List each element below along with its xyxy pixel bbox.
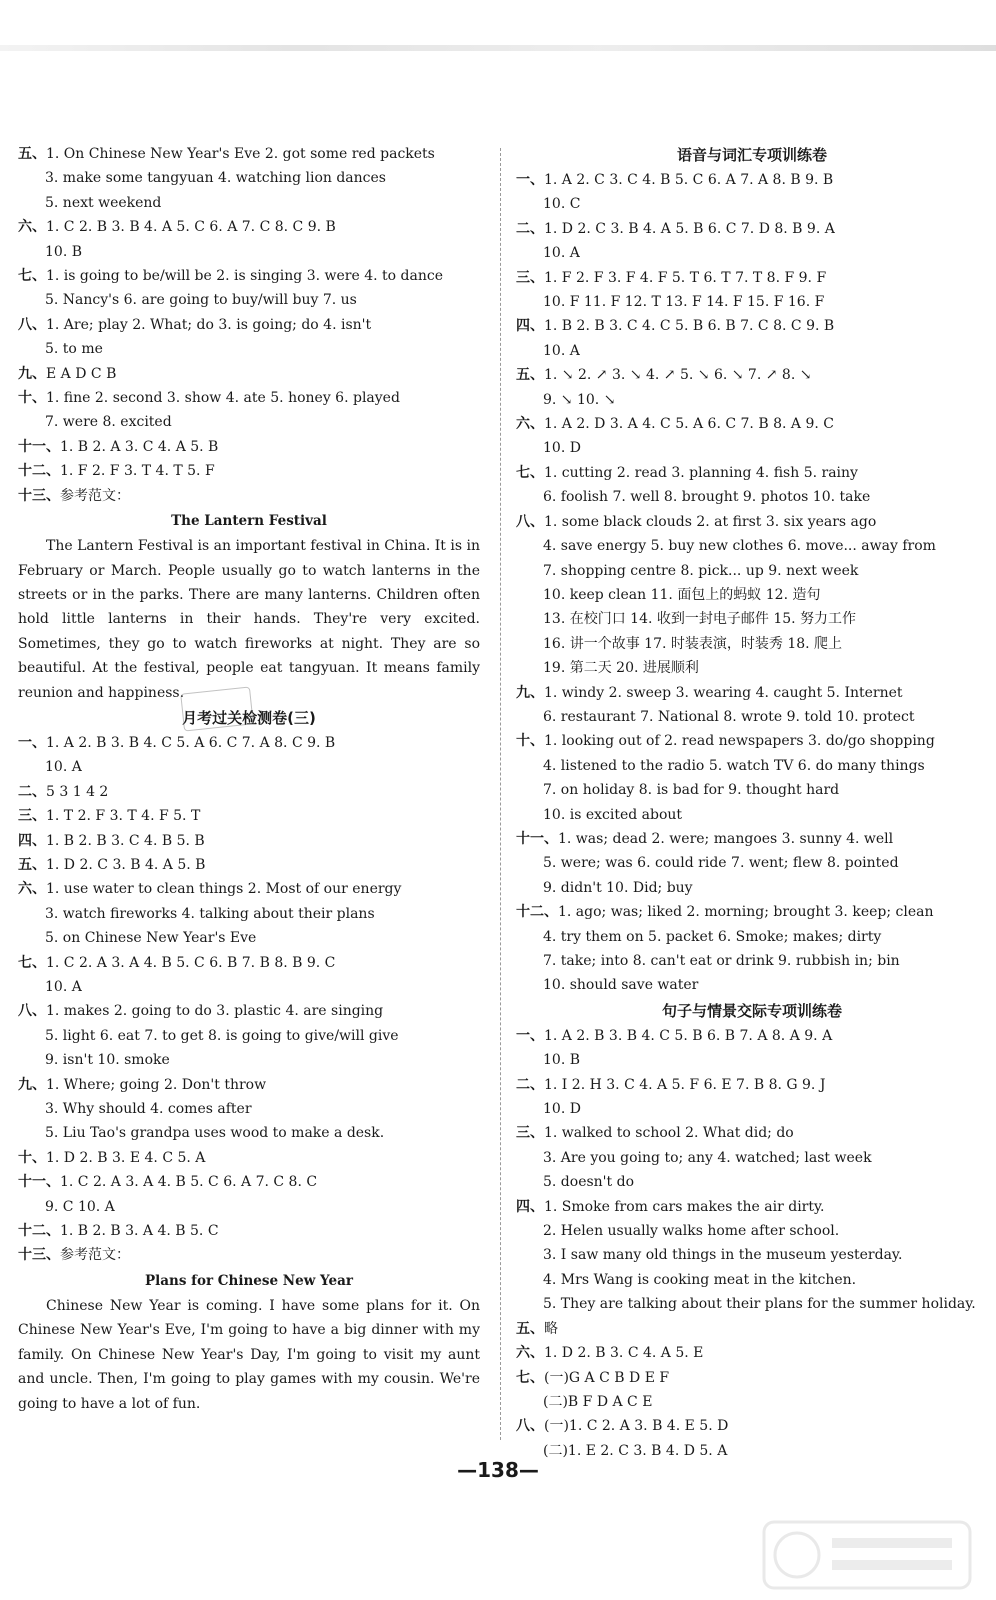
watermark-logo	[762, 1520, 972, 1590]
answer-line	[516, 485, 988, 509]
answer-text: 9. ↘ 10. ↘	[543, 391, 616, 408]
answer-text: 4. Mrs Wang is cooking meat in the kitchen.	[543, 1271, 857, 1288]
answer-text: 10. F 11. F 12. T 13. F 14. F 15. F 16. F	[543, 294, 825, 311]
question-number: 九、	[18, 365, 46, 382]
answer-text: 1. fine 2. second 3. show 4. ate 5. honey 6. played	[46, 390, 400, 407]
answer-text: 1. D 2. C 3. B 4. A 5. B 6. C 7. D 8. B 9. A	[544, 220, 835, 237]
answer-text: 5. next weekend	[45, 194, 162, 211]
question-number: 一、	[516, 1027, 544, 1044]
answer-text: 1. ↘ 2. ↗ 3. ↘ 4. ↗ 5. ↘ 6. ↘ 7. ↗ 8. ↘	[544, 367, 812, 384]
answer-line	[516, 1414, 988, 1438]
answer-text: (二)B F D A C E	[543, 1393, 653, 1410]
answer-text: 1. Where; going 2. Don't throw	[46, 1076, 267, 1093]
answer-text: 13. 在校门口 14. 收到一封电子邮件 15. 努力工作	[543, 611, 857, 628]
answer-line	[516, 1268, 988, 1292]
question-number: 十三、	[18, 1247, 60, 1264]
answer-line	[516, 1366, 988, 1390]
essay-text: Chinese New Year is coming. I have some plans for it. On Chinese New Year's Eve, I'm going to have a big dinner with my family. On Chinese New Year's Day, I'm going to visit my aunt and uncle. Then, I'm going to play games with my cousin. We're going to have a lot of fun.	[18, 1297, 480, 1412]
answer-text: 1. use water to clean things 2. Most of our energy	[46, 881, 402, 898]
answer-block-monthly-exam	[18, 731, 480, 1268]
answer-line	[18, 804, 480, 828]
answer-line	[18, 142, 480, 166]
answer-line	[516, 168, 988, 192]
answer-line	[516, 1121, 988, 1145]
answer-line	[18, 484, 480, 508]
answer-text: 1. C 2. B 3. B 4. A 5. C 6. A 7. C 8. C 9. B	[46, 219, 336, 236]
answer-line	[516, 1243, 988, 1267]
answer-text: 16. 讲一个故事 17. 时装表演，时装秀 18. 爬上	[543, 635, 843, 652]
answer-text: 6. foolish 7. well 8. brought 9. photos 10. take	[543, 489, 871, 506]
answer-line	[18, 926, 480, 950]
answer-text: 9. isn't 10. smoke	[45, 1052, 170, 1069]
answer-text: 3. Are you going to; any 4. watched; last week	[543, 1149, 872, 1166]
question-number: 四、	[18, 832, 46, 849]
answer-line	[18, 1073, 480, 1097]
answer-line	[516, 827, 988, 851]
question-number: 七、	[516, 1369, 544, 1386]
answer-text: 10. A	[45, 759, 82, 776]
answer-text: 参考范文：	[60, 487, 130, 504]
answer-text: 1. F 2. F 3. F 4. F 5. T 6. T 7. T 8. F 9. F	[544, 269, 827, 286]
answer-text: 5. on Chinese New Year's Eve	[45, 930, 257, 947]
answer-line	[516, 607, 988, 631]
answer-line	[516, 900, 988, 924]
answer-text: 5. Nancy's 6. are going to buy/will buy 7. us	[45, 292, 357, 309]
answer-line	[18, 191, 480, 215]
question-number: 五、	[18, 856, 46, 873]
right-column	[516, 142, 988, 1463]
answer-line	[18, 853, 480, 877]
answer-text: 2. Helen usually walks home after school.	[543, 1223, 840, 1240]
answer-text: 1. B 2. B 3. C 4. B 5. B	[46, 832, 205, 849]
answer-line	[18, 1195, 480, 1219]
answer-line	[18, 975, 480, 999]
answer-line	[18, 459, 480, 483]
question-number: 七、	[516, 464, 544, 481]
answer-text: 10. B	[45, 243, 83, 260]
answer-text: 5. They are talking about their plans for the summer holiday.	[543, 1296, 976, 1313]
answer-line	[516, 534, 988, 558]
answer-line	[516, 339, 988, 363]
answer-text: 9. C 10. A	[45, 1198, 115, 1215]
answer-line	[516, 314, 988, 338]
answer-line	[18, 829, 480, 853]
answer-text: 1. D 2. B 3. C 4. A 5. E	[544, 1345, 704, 1362]
answer-line	[18, 166, 480, 190]
answer-line	[516, 1073, 988, 1097]
answer-text: 19. 第二天 20. 进展顺利	[543, 660, 699, 677]
answer-text: 10. should save water	[543, 977, 699, 994]
answer-text: 7. take; into 8. can't eat or drink 9. rubbish in; bin	[543, 953, 900, 969]
answer-text: 1. windy 2. sweep 3. wearing 4. caught 5. Internet	[544, 684, 903, 701]
answer-text: 10. B	[543, 1052, 581, 1069]
answer-line	[516, 1146, 988, 1170]
question-number: 十一、	[516, 830, 558, 847]
answer-text: 1. C 2. A 3. A 4. B 5. C 6. B 7. B 8. B 9. C	[46, 954, 336, 971]
question-number: 二、	[18, 783, 46, 800]
question-number: 五、	[516, 367, 544, 384]
header-rule	[0, 45, 996, 51]
answer-text: 10. D	[543, 440, 581, 457]
answer-text: 1. cutting 2. read 3. planning 4. fish 5. rainy	[544, 464, 858, 481]
answer-line	[516, 632, 988, 656]
question-number: 八、	[516, 1418, 544, 1435]
answer-line	[18, 902, 480, 926]
answer-text: 10. A	[45, 979, 82, 995]
answer-line	[18, 999, 480, 1023]
essay-title: Plans for Chinese New Year	[145, 1272, 353, 1289]
answer-line	[18, 240, 480, 264]
answer-text: 7. on holiday 8. is bad for 9. thought hard	[543, 782, 840, 799]
answer-text: 1. looking out of 2. read newspapers 3. do/go shopping	[544, 733, 935, 750]
answer-text: 5. light 6. eat 7. to get 8. is going to give/will give	[45, 1027, 399, 1044]
answer-line	[516, 266, 988, 290]
answer-line	[516, 241, 988, 265]
answer-line	[516, 803, 988, 827]
answer-line	[516, 412, 988, 436]
answer-line	[516, 876, 988, 900]
answer-text: 1. D 2. B 3. E 4. C 5. A	[46, 1149, 206, 1166]
answer-line	[18, 435, 480, 459]
answer-line	[18, 877, 480, 901]
answer-line	[516, 729, 988, 753]
question-number: 一、	[516, 172, 544, 188]
answer-line	[18, 1048, 480, 1072]
answer-text: 1. walked to school 2. What did; do	[544, 1125, 794, 1142]
question-number: 三、	[18, 808, 46, 825]
answer-text: 1. was; dead 2. were; mangoes 3. sunny 4. well	[558, 830, 894, 847]
question-number: 四、	[516, 1198, 544, 1215]
answer-line	[516, 949, 988, 973]
answer-text: (一)G A C B D E F	[544, 1369, 670, 1386]
section-title: 语音与词汇专项训练卷	[676, 146, 827, 164]
question-number: 八、	[516, 513, 544, 530]
answer-line	[18, 731, 480, 755]
answer-text: 1. Smoke from cars makes the air dirty.	[544, 1198, 825, 1215]
question-number: 六、	[516, 416, 544, 433]
answer-text: 6. restaurant 7. National 8. wrote 9. told 10. protect	[543, 708, 915, 725]
answer-line	[516, 705, 988, 729]
answer-text: 10. C	[543, 196, 581, 213]
answer-text: 5. to me	[45, 341, 103, 358]
question-number: 十三、	[18, 487, 60, 504]
answer-text: 10. is excited about	[543, 806, 683, 823]
answer-line	[18, 337, 480, 361]
answer-text: 3. I saw many old things in the museum yesterday.	[543, 1247, 903, 1264]
question-number: 三、	[516, 1125, 544, 1142]
answer-text: 1. B 2. A 3. C 4. A 5. B	[60, 438, 219, 455]
answer-line	[18, 362, 480, 386]
question-number: 十一、	[18, 438, 60, 455]
answer-text: 10. keep clean 11. 面包上的蚂蚁 12. 造句	[543, 586, 821, 603]
answer-text: 5. doesn't do	[543, 1174, 634, 1191]
answer-line	[516, 656, 988, 680]
answer-text: 9. didn't 10. Did; buy	[543, 879, 693, 896]
answer-text: 4. try them on 5. packet 6. Smoke; makes; dirty	[543, 928, 882, 945]
question-number: 十二、	[516, 904, 558, 921]
question-number: 十、	[18, 1149, 46, 1166]
answer-text: 1. B 2. B 3. A 4. B 5. C	[60, 1223, 219, 1240]
answer-line	[516, 1292, 988, 1316]
column-divider	[500, 148, 501, 1440]
answer-line	[18, 1121, 480, 1145]
answer-text: 5 3 1 4 2	[46, 783, 109, 800]
answer-text: 3. watch fireworks 4. talking about their plans	[45, 905, 375, 922]
answer-text: 4. save energy 5. buy new clothes 6. move... away from	[543, 538, 936, 555]
answer-text: 1. A 2. B 3. B 4. C 5. A 6. C 7. A 8. C 9. B	[46, 734, 336, 751]
answer-line	[516, 1390, 988, 1414]
answer-text: 3. Why should 4. comes after	[45, 1101, 252, 1118]
answer-line	[18, 410, 480, 434]
answer-line	[18, 1146, 480, 1170]
question-number: 十二、	[18, 463, 60, 480]
answer-text: 1. A 2. D 3. A 4. C 5. A 6. C 7. B 8. A 9. C	[544, 416, 834, 433]
page-header-band	[0, 0, 996, 112]
section-title: 月考过关检测卷(三)	[182, 708, 316, 727]
answer-text: 略	[544, 1320, 558, 1337]
answer-line	[516, 217, 988, 241]
question-number: 七、	[18, 268, 46, 285]
question-number: 十一、	[18, 1174, 60, 1191]
answer-text: 1. Are; play 2. What; do 3. is going; do 4. isn't	[46, 316, 372, 333]
answer-line	[516, 1219, 988, 1243]
answer-line	[516, 1024, 988, 1048]
answer-line	[516, 681, 988, 705]
answer-line	[18, 1170, 480, 1194]
question-number: 四、	[516, 318, 544, 335]
answer-block-phonetics-vocab	[516, 168, 988, 998]
answer-line	[18, 755, 480, 779]
question-number: 六、	[516, 1345, 544, 1362]
answer-line	[18, 264, 480, 288]
answer-text: 1. C 2. A 3. A 4. B 5. C 6. A 7. C 8. C	[60, 1174, 318, 1191]
answer-line	[516, 461, 988, 485]
question-number: 二、	[516, 220, 544, 237]
answer-block-sentences	[516, 1024, 988, 1463]
question-number: 五、	[18, 146, 46, 162]
answer-text: 1. B 2. B 3. C 4. C 5. B 6. B 7. C 8. C 9. B	[544, 318, 835, 335]
answer-line	[516, 290, 988, 314]
question-number: 一、	[18, 734, 46, 751]
question-number: 八、	[18, 316, 46, 333]
answer-text: 3. make some tangyuan 4. watching lion dances	[45, 170, 386, 187]
answer-text: 1. I 2. H 3. C 4. A 5. F 6. E 7. B 8. G 9. J	[544, 1076, 826, 1093]
essay-text: The Lantern Festival is an important festival in China. It is in February or March. People usually go to watch lanterns in the streets or in the parks. There are many lanterns. Children often hold little lanterns in their hands. They're very excited. Sometimes, they go to watch fireworks at night. They are so beautiful. At the festival, people eat tangyuan. It means family reunion and happiness.	[18, 538, 480, 701]
answer-line	[18, 1219, 480, 1243]
page-number: —138—	[457, 1458, 539, 1482]
answer-text: 5. were; was 6. could ride 7. went; flew 8. pointed	[543, 855, 899, 872]
answer-text: 10. A	[543, 245, 580, 262]
answer-line	[516, 778, 988, 802]
question-number: 八、	[18, 1003, 46, 1020]
answer-line	[516, 583, 988, 607]
answer-line	[516, 388, 988, 412]
answer-line	[516, 363, 988, 387]
answer-line	[516, 1097, 988, 1121]
answer-line	[516, 851, 988, 875]
answer-line	[516, 1317, 988, 1341]
answer-line	[18, 951, 480, 975]
answer-text: 1. some black clouds 2. at first 3. six years ago	[544, 513, 877, 530]
question-number: 二、	[516, 1076, 544, 1093]
answer-line	[516, 192, 988, 216]
answer-line	[18, 313, 480, 337]
question-number: 三、	[516, 269, 544, 286]
answer-text: 5. Liu Tao's grandpa uses wood to make a desk.	[45, 1125, 385, 1142]
answer-text: 1. A 2. C 3. C 4. B 5. C 6. A 7. A 8. B 9. B	[544, 172, 834, 188]
answer-text: 1. T 2. F 3. T 4. F 5. T	[46, 808, 201, 825]
section-title: 句子与情景交际专项训练卷	[661, 1001, 842, 1020]
answer-text: (一)1. C 2. A 3. B 4. E 5. D	[544, 1418, 729, 1435]
question-number: 十二、	[18, 1223, 60, 1240]
answer-text: 1. On Chinese New Year's Eve 2. got some red packets	[46, 146, 435, 162]
answer-line	[516, 973, 988, 997]
answer-line	[18, 780, 480, 804]
answer-block-unit-review	[18, 142, 480, 508]
answer-line	[18, 1024, 480, 1048]
answer-text: 7. shopping centre 8. pick... up 9. next week	[543, 562, 859, 579]
left-column	[18, 142, 480, 1416]
answer-text: 1. F 2. F 3. T 4. T 5. F	[60, 463, 215, 480]
answer-text: 1. D 2. C 3. B 4. A 5. B	[46, 856, 206, 873]
answer-line	[18, 1097, 480, 1121]
question-number: 七、	[18, 954, 46, 971]
question-number: 六、	[18, 219, 46, 236]
essay-title: The Lantern Festival	[171, 513, 327, 530]
question-number: 六、	[18, 881, 46, 898]
answer-text: 参考范文：	[60, 1247, 130, 1264]
answer-text: 4. listened to the radio 5. watch TV 6. do many things	[543, 757, 925, 774]
question-number: 九、	[516, 684, 544, 701]
stamp-mark	[180, 686, 254, 731]
answer-text: E A D C B	[46, 365, 117, 382]
answer-line	[516, 925, 988, 949]
question-number: 十、	[516, 733, 544, 750]
answer-line	[18, 288, 480, 312]
answer-line	[516, 1341, 988, 1365]
answer-line	[516, 1048, 988, 1072]
answer-text: 10. A	[543, 342, 580, 359]
answer-line	[516, 754, 988, 778]
answer-text: 1. makes 2. going to do 3. plastic 4. are singing	[46, 1003, 384, 1020]
answer-line	[516, 1170, 988, 1194]
answer-text: 1. is going to be/will be 2. is singing 3. were 4. to dance	[46, 268, 443, 285]
answer-line	[516, 1195, 988, 1219]
answer-text: 1. ago; was; liked 2. morning; brought 3. keep; clean	[558, 904, 934, 921]
answer-line	[516, 510, 988, 534]
answer-text: 7. were 8. excited	[45, 414, 172, 431]
answer-line	[18, 215, 480, 239]
answer-line	[516, 559, 988, 583]
answer-line	[18, 386, 480, 410]
question-number: 十、	[18, 390, 46, 407]
answer-text: 10. D	[543, 1101, 581, 1118]
answer-text: (二)1. E 2. C 3. B 4. D 5. A	[543, 1442, 728, 1459]
answer-line	[516, 436, 988, 460]
answer-line	[18, 1243, 480, 1267]
answer-text: 1. A 2. B 3. B 4. C 5. B 6. B 7. A 8. A 9. A	[544, 1027, 833, 1044]
question-number: 五、	[516, 1320, 544, 1337]
question-number: 九、	[18, 1076, 46, 1093]
